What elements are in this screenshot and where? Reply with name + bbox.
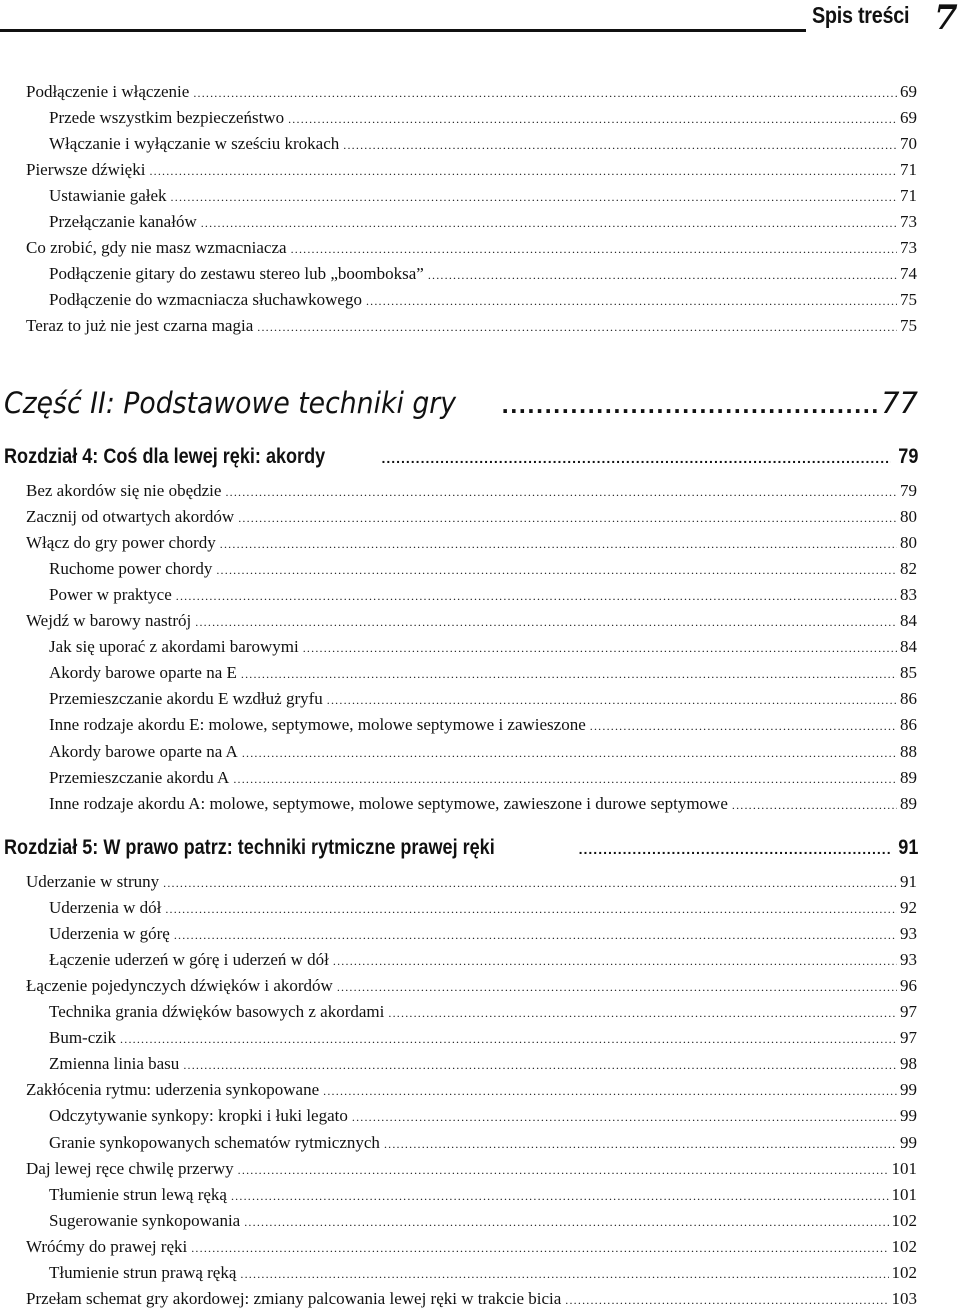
toc-entry-page: 93 xyxy=(900,924,917,944)
toc-entry xyxy=(26,238,917,258)
page-number: 7 xyxy=(934,0,958,38)
toc-entry-page: 79 xyxy=(900,481,917,500)
toc-entry xyxy=(49,1002,917,1022)
toc-entry xyxy=(49,1054,917,1074)
toc-entry xyxy=(49,134,917,154)
toc-entry-title: Podłączenie do wzmacniacza słuchawkowego xyxy=(49,290,362,310)
toc-entry-title: Rozdział 5: W prawo patrz: techniki rytmiczne prawej ręki xyxy=(4,836,495,859)
toc-entry-title: Jak się uporać z akordami barowymi xyxy=(49,637,299,657)
toc-entry-title: Teraz to już nie jest czarna magia xyxy=(26,316,254,336)
toc-entry xyxy=(49,212,917,232)
toc-entry-page: 80 xyxy=(900,533,917,553)
toc-entry-page: 69 xyxy=(900,82,917,101)
toc-entry xyxy=(49,264,917,284)
dot-leader xyxy=(323,1084,897,1099)
toc-entry-page: 83 xyxy=(900,585,917,605)
toc-entry-page: 96 xyxy=(900,976,917,996)
toc-entry-title: Tłumienie strun lewą ręką xyxy=(49,1184,227,1204)
toc-entry-page: 97 xyxy=(900,1002,917,1022)
toc-entry xyxy=(49,108,917,128)
toc-entry-page: 102 xyxy=(891,1262,917,1282)
toc-entry xyxy=(26,1159,917,1179)
toc-entry-page: 86 xyxy=(900,715,917,735)
toc-entry-page: 103 xyxy=(891,1288,917,1308)
dot-leader xyxy=(732,798,897,813)
toc-entry xyxy=(49,1211,917,1231)
toc-entry-page: 101 xyxy=(891,1184,917,1204)
toc-entry-title: Akordy barowe oparte na E xyxy=(49,663,237,683)
chapter-heading xyxy=(4,445,918,469)
dot-leader xyxy=(201,216,897,231)
toc-entry-page: 93 xyxy=(900,950,917,970)
part-heading xyxy=(4,386,918,420)
toc-entry-page: 69 xyxy=(900,108,917,128)
toc-entry-page: 91 xyxy=(897,836,918,859)
dot-leader xyxy=(225,485,897,500)
dot-leader xyxy=(244,1215,888,1230)
toc-entry xyxy=(26,316,917,336)
toc-entry-page: 101 xyxy=(891,1158,917,1178)
toc-entry xyxy=(49,559,917,579)
toc-entry xyxy=(49,794,917,814)
toc-entry xyxy=(49,924,917,944)
toc-entry-page: 75 xyxy=(900,316,917,336)
dot-leader xyxy=(195,615,897,630)
toc-entry-title: Zmienna linia basu xyxy=(49,1054,180,1074)
dot-leader xyxy=(333,954,897,969)
dot-leader xyxy=(501,394,879,418)
dot-leader xyxy=(337,980,897,995)
toc-entry-title: Przemieszczanie akordu A xyxy=(49,767,230,787)
toc-entry-page: 84 xyxy=(900,637,917,657)
toc-entry-page: 74 xyxy=(900,264,917,284)
toc-entry xyxy=(49,1185,917,1205)
toc-entry xyxy=(49,950,917,970)
toc-entry-page: 82 xyxy=(900,559,917,579)
toc-entry xyxy=(49,715,917,735)
toc-entry-page: 71 xyxy=(900,160,917,180)
dot-leader xyxy=(176,589,897,604)
dot-leader xyxy=(163,876,897,891)
dot-leader xyxy=(565,1293,888,1308)
toc-entry-title: Rozdział 4: Coś dla lewej ręki: akordy xyxy=(4,445,326,468)
toc-entry-title: Łączenie pojedynczych dźwięków i akordów xyxy=(26,976,333,996)
dot-leader xyxy=(327,693,897,708)
toc-entry-page: 71 xyxy=(900,186,917,206)
dot-leader xyxy=(291,242,897,257)
dot-leader xyxy=(191,1241,888,1256)
toc-entry xyxy=(26,1080,917,1100)
toc-entry-page: 75 xyxy=(900,290,917,310)
toc-entry-page: 89 xyxy=(900,767,917,787)
toc-entry-page: 88 xyxy=(900,741,917,761)
toc-entry-page: 102 xyxy=(891,1236,917,1256)
toc-entry-page: 84 xyxy=(900,611,917,631)
section-title: Spis treści xyxy=(812,2,910,28)
dot-leader xyxy=(388,1006,897,1021)
dot-leader xyxy=(288,112,897,127)
toc-entry-title: Podłączenie gitary do zestawu stereo lub „boomboksa” xyxy=(49,264,424,284)
toc-entry-page: 92 xyxy=(900,898,917,918)
toc-entry xyxy=(26,481,917,501)
toc-entry-title: Przemieszczanie akordu E wzdłuż gryfu xyxy=(49,689,323,709)
toc-entry-title: Przełam schemat gry akordowej: zmiany palcowania lewej ręki w trakcie bicia xyxy=(26,1288,562,1308)
toc-entry-title: Sugerowanie synkopowania xyxy=(49,1210,241,1230)
dot-leader xyxy=(257,320,897,335)
toc-entry xyxy=(49,290,917,310)
toc-entry xyxy=(26,160,917,180)
toc-entry-title: Zakłócenia rytmu: uderzenia synkopowane xyxy=(26,1080,320,1100)
toc-entry xyxy=(49,742,917,762)
toc-entry-title: Technika grania dźwięków basowych z akordami xyxy=(49,1002,385,1022)
chapter-heading xyxy=(4,836,918,860)
toc-entry xyxy=(26,872,917,892)
toc-entry-page: 73 xyxy=(900,238,917,258)
toc-entry xyxy=(26,611,917,631)
toc-entry-title: Co zrobić, gdy nie masz wzmacniacza xyxy=(26,238,287,258)
toc-entry-title: Wróćmy do prawej ręki xyxy=(26,1236,188,1256)
toc-entry xyxy=(49,186,917,206)
toc-entry xyxy=(26,533,917,553)
dot-leader xyxy=(242,746,897,761)
toc-entry-page: 102 xyxy=(891,1210,917,1230)
dot-leader xyxy=(590,719,897,734)
dot-leader xyxy=(366,294,897,309)
toc-entry xyxy=(26,1237,917,1257)
toc-entry-title: Włączanie i wyłączanie w sześciu krokach xyxy=(49,134,340,154)
toc-entry xyxy=(49,1133,917,1153)
toc-entry-title: Inne rodzaje akordu A: molowe, septymowe, molowe septymowe, zawieszone i durowe septymowe xyxy=(49,793,728,813)
page-header xyxy=(0,0,960,44)
toc-entry-title: Zacznij od otwartych akordów xyxy=(26,507,235,527)
toc-entry-page: 85 xyxy=(900,663,917,683)
toc-entry xyxy=(49,898,917,918)
toc-entry-title: Granie synkopowanych schematów rytmicznych xyxy=(49,1132,380,1152)
toc-entry-page: 99 xyxy=(900,1132,917,1152)
dot-leader xyxy=(303,641,897,656)
dot-leader xyxy=(120,1032,897,1047)
toc-entry-title: Włącz do gry power chordy xyxy=(26,533,216,553)
dot-leader xyxy=(220,537,897,552)
dot-leader xyxy=(193,86,897,101)
dot-leader xyxy=(579,841,891,857)
toc-entry xyxy=(49,1028,917,1048)
toc-entry-title: Łączenie uderzeń w górę i uderzeń w dół xyxy=(49,950,329,970)
toc-entry-page: 98 xyxy=(900,1054,917,1074)
dot-leader xyxy=(174,928,897,943)
toc-entry xyxy=(26,507,917,527)
toc-entry-title: Odczytywanie synkopy: kropki i łuki legato xyxy=(49,1106,348,1126)
toc-entry-page: 89 xyxy=(900,793,917,813)
toc-entry-page: 86 xyxy=(900,689,917,709)
dot-leader xyxy=(238,1163,889,1178)
toc-entry-page: 91 xyxy=(900,872,917,891)
toc-entry xyxy=(49,585,917,605)
toc-entry-title: Daj lewej ręce chwilę przerwy xyxy=(26,1158,234,1178)
toc-entry-page: 97 xyxy=(900,1028,917,1048)
toc-entry xyxy=(26,82,917,102)
toc-entry-page: 99 xyxy=(900,1080,917,1100)
toc-entry-title: Bum-czik xyxy=(49,1028,117,1048)
dot-leader xyxy=(231,1189,889,1204)
dot-leader xyxy=(241,667,897,682)
dot-leader xyxy=(149,164,897,179)
dot-leader xyxy=(165,902,897,917)
toc-entry xyxy=(49,1106,917,1126)
toc-entry-title: Inne rodzaje akordu E: molowe, septymowe, molowe septymowe i zawieszone xyxy=(49,715,586,735)
dot-leader xyxy=(384,1137,897,1152)
toc-entry-title: Ustawianie gałek xyxy=(49,186,167,206)
dot-leader xyxy=(428,268,897,283)
toc-entry xyxy=(49,1263,917,1283)
toc-entry-title: Akordy barowe oparte na A xyxy=(49,741,238,761)
dot-leader xyxy=(183,1058,897,1073)
toc-entry xyxy=(49,663,917,683)
toc-entry-title: Power w praktyce xyxy=(49,585,172,605)
dot-leader xyxy=(381,450,890,466)
toc-entry xyxy=(49,768,917,788)
header-rule xyxy=(0,29,806,32)
toc-entry-title: Uderzanie w struny xyxy=(26,872,160,891)
toc-entry-title: Przełączanie kanałów xyxy=(49,212,197,232)
toc-entry-title: Przede wszystkim bezpieczeństwo xyxy=(49,108,285,128)
toc-entry-page: 73 xyxy=(900,212,917,232)
toc-entry-title: Uderzenia w dół xyxy=(49,898,162,918)
toc-entry xyxy=(26,1289,917,1309)
dot-leader xyxy=(240,1267,888,1282)
toc-entry-title: Uderzenia w górę xyxy=(49,924,170,944)
toc-entry-page: 79 xyxy=(897,445,918,468)
toc-entry-page: 99 xyxy=(900,1106,917,1126)
dot-leader xyxy=(343,138,897,153)
toc-entry-page: 80 xyxy=(900,507,917,527)
toc-entry-page: 77 xyxy=(881,386,918,420)
toc-entry xyxy=(49,689,917,709)
toc-entry-title: Podłączenie i włączenie xyxy=(26,82,190,101)
toc-entry-page: 70 xyxy=(900,134,917,154)
dot-leader xyxy=(352,1110,897,1125)
dot-leader xyxy=(171,190,897,205)
dot-leader xyxy=(216,563,897,578)
toc-entry-title: Tłumienie strun prawą ręką xyxy=(49,1262,237,1282)
toc-entry xyxy=(26,976,917,996)
toc-entry xyxy=(49,637,917,657)
toc-entry-title: Ruchome power chordy xyxy=(49,559,213,579)
toc-entry-title: Bez akordów się nie obędzie xyxy=(26,481,222,500)
dot-leader xyxy=(238,511,897,526)
toc-entry-title: Część II: Podstawowe techniki gry xyxy=(4,386,457,420)
toc-entry-title: Pierwsze dźwięki xyxy=(26,160,146,180)
dot-leader xyxy=(233,772,897,787)
toc-entry-title: Wejdź w barowy nastrój xyxy=(26,611,192,631)
